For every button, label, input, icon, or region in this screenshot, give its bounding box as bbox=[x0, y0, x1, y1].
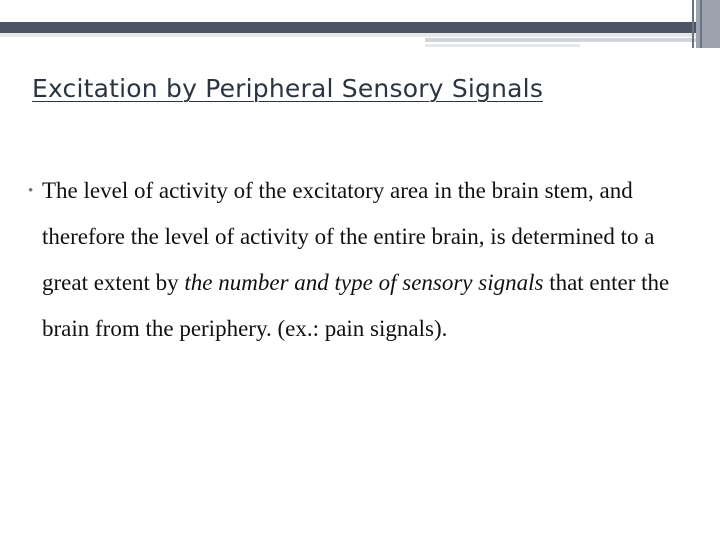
bullet-text-part1: The level of activity of the excitatory area in the brain stem, and therefore the level of activity of the entire brain, is determined to a great extent by bbox=[42, 178, 655, 295]
corner-decoration-line bbox=[700, 0, 702, 48]
list-item bbox=[24, 168, 684, 352]
top-decorative-stripe-shorter bbox=[425, 44, 580, 47]
bullet-icon: • bbox=[28, 183, 34, 199]
bullet-text-part2: that enter the brain from the periphery. (ex.: pain signals). bbox=[42, 270, 670, 341]
corner-decoration-line bbox=[692, 0, 694, 48]
bullet-text-emphasis: the number and type of sensory signals bbox=[184, 270, 544, 295]
top-decorative-bar bbox=[0, 22, 720, 33]
bullet-list bbox=[24, 168, 684, 352]
top-decorative-stripe-short bbox=[425, 38, 720, 42]
slide-title: Excitation by Peripheral Sensory Signals bbox=[32, 74, 544, 103]
bullet-text bbox=[42, 178, 669, 341]
top-decorative-stripe bbox=[0, 33, 720, 37]
